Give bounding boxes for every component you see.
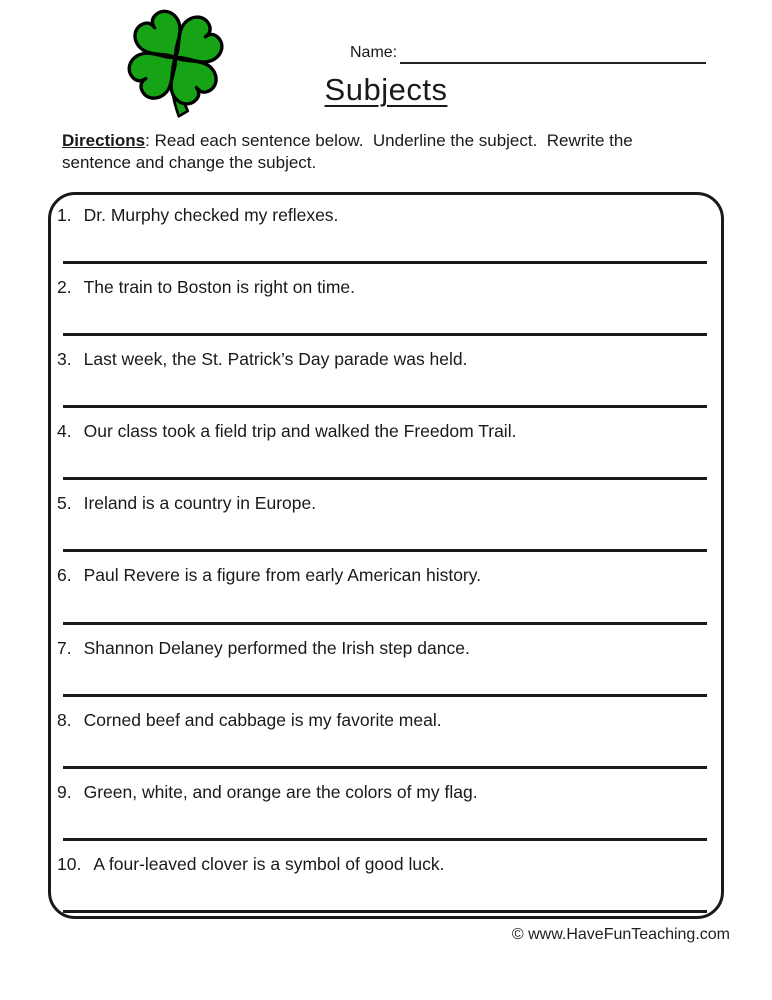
item-number: 9. [57,781,72,802]
sentence [57,710,713,731]
name-label: Name: [350,44,398,61]
sentence [57,277,713,298]
sentence [57,205,713,226]
sentence-item-10 [51,844,721,916]
item-number: 3. [57,349,72,370]
sentence [57,421,713,442]
answer-line [63,405,707,408]
sentence-text: A four-leaved clover is a symbol of good luck. [93,853,445,874]
item-number: 4. [57,421,72,442]
name-row [350,44,710,68]
directions-text-line1: : Read each sentence below. Underline the subject. Rewrite the [145,131,633,150]
sentence [57,565,713,586]
directions-label: Directions [62,131,146,150]
sentence-text: Our class took a field trip and walked the Freedom Trail. [83,421,517,442]
item-number: 7. [57,637,72,658]
sentence [57,349,713,370]
sentence-text: Last week, the St. Patrick’s Day parade was held. [83,349,468,370]
item-number: 10. [57,853,82,874]
sentence-item-2 [51,267,721,339]
sentence-text: Paul Revere is a figure from early American history. [83,565,482,586]
answer-line [63,622,707,625]
item-number: 1. [57,205,72,225]
answer-line [63,477,707,480]
sentence-text: Ireland is a country in Europe. [83,493,317,514]
sentence [57,854,713,875]
sentence-text: Dr. Murphy checked my reflexes. [83,205,339,225]
item-number: 5. [57,493,72,514]
directions-text-line2: sentence and change the subject. [62,153,317,173]
sentence-item-6 [51,555,721,627]
item-number: 6. [57,565,72,586]
page-title: Subjects [324,72,448,107]
sentence-item-7 [51,628,721,700]
sentence [57,493,713,514]
four-leaf-clover-icon [120,6,234,136]
answer-line [63,910,707,913]
sentence-item-1 [51,195,721,267]
answer-line [63,838,707,841]
item-number: 8. [57,709,72,730]
footer-credit: © www.HaveFunTeaching.com [511,926,730,943]
sentence-box [48,192,724,919]
sentence-text: Green, white, and orange are the colors of my flag. [83,781,478,802]
sentence-item-8 [51,700,721,772]
sentence-text: Shannon Delaney performed the Irish step dance. [83,637,470,658]
sentence-item-9 [51,772,721,844]
item-number: 2. [57,277,72,298]
sentence-item-4 [51,411,721,483]
answer-line [63,333,707,336]
directions [62,130,702,175]
sentence-item-3 [51,339,721,411]
answer-line [63,261,707,264]
sentence [57,782,713,803]
answer-line [63,766,707,769]
sentence [57,638,713,659]
sentence-text: Corned beef and cabbage is my favorite meal. [83,709,442,730]
sentence-item-5 [51,483,721,555]
answer-line [63,694,707,697]
sentence-text: The train to Boston is right on time. [83,277,355,298]
name-blank-line [400,62,706,64]
answer-line [63,549,707,552]
